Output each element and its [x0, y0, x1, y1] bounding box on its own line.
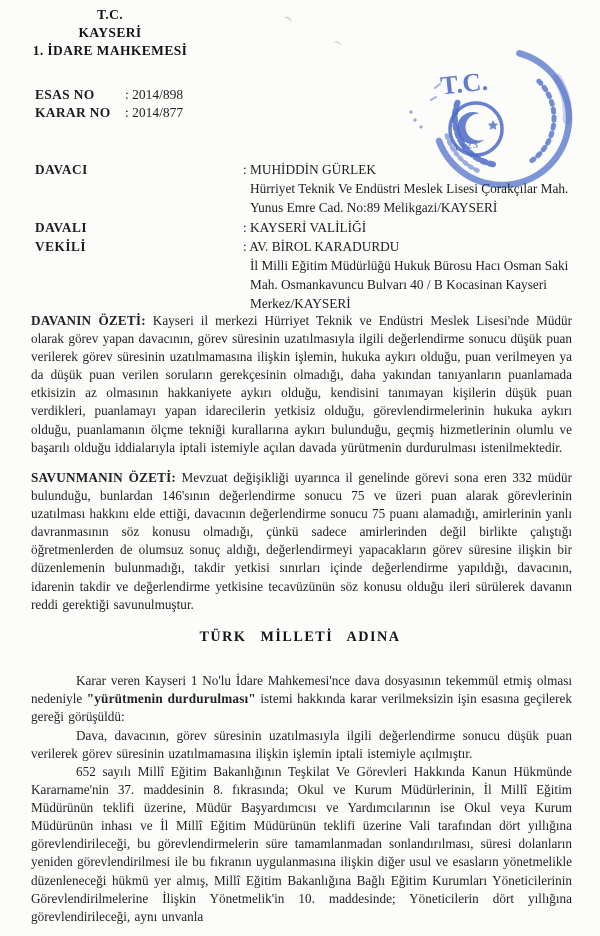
esas-no-row [35, 86, 183, 104]
davaci-address-2: Yunus Emre Cad. No:89 Melikgazi/KAYSERİ [250, 200, 498, 216]
davanin-ozeti-text: Kayseri il merkezi Hürriyet Teknik ve Endüstri Meslek Lisesi'nde Müdür olarak görev yapan davacının, görev süresinin uzatılmasıyla ilgili değerlendirme sonucu düşük puan verilerek görev süresinin uzatılmamasına ilişkin işlemin, hukuka aykırı olduğu, puan verilmeyen ya da düşük puan verilen soruların gerekçesinin olmadığı, daha yakından tanıyanların puanlamada etkisizin az olmasının hakkaniyete aykırı olduğu, kendisini tanımayan kişilerin düşük puan verdikleri, puanlamayı yapan idarecilerin yetkisiz olduğu, görevlendirmelerinin hukuka aykırı olduğu, puanlamanın ölçme tekniği kurallarına aykırı bulunduğu, geçmiş hizmetlerinin olumlu ve başarılı olduğu iddialarıyla iptali istemiyle açılan davada yürütmenin durdurulması istenilmektedir. [31, 313, 573, 455]
vekili-address-3: Merkez/KAYSERİ [250, 296, 351, 312]
davali-row [35, 218, 583, 237]
parties-section [35, 160, 583, 314]
davali-value: : KAYSERİ VALİLİĞİ [243, 219, 367, 235]
savunmanin-ozeti-label: SAVUNMANIN ÖZETİ: [31, 470, 176, 485]
decision-p1-pre: Karar veren Kayseri 1 No'lu İdare Mahkemesi'nce dava dosyasının tekemmül etmiş olması nedeniyle [31, 673, 572, 707]
decision-paragraph-1 [31, 672, 572, 726]
turk-milleti-adina-heading: TÜRK MİLLETİ ADINA [199, 629, 401, 645]
seal-dot [413, 118, 416, 121]
seal-text-ring-right [532, 81, 554, 160]
seal-tc-text: T.C. [439, 66, 490, 101]
karar-no-value: : 2014/877 [125, 104, 184, 120]
court-header [15, 6, 205, 60]
davali-label: DAVALI [35, 219, 88, 235]
scan-artifact [282, 15, 293, 25]
karar-no-row [35, 104, 183, 122]
seal-stray-marks [431, 84, 440, 100]
esas-no-value: : 2014/898 [125, 87, 184, 102]
case-numbers [35, 86, 183, 121]
savunmanin-ozeti-paragraph [31, 469, 572, 614]
vekili-address-2: Mah. Osmankavuncu Bulvarı 40 / B Kocasinan Kayseri [250, 277, 547, 293]
decision-p1-bold: "yürütmenin durdurulması" [86, 691, 256, 707]
esas-no-label: ESAS NO [35, 87, 95, 102]
vekili-address-1: İl Milli Eğitim Müdürlüğü Hukuk Bürosu Hacı Osman Saki [250, 258, 569, 274]
karar-no-label: KARAR NO [35, 104, 111, 120]
seal-outer-ring-shade [557, 78, 567, 120]
scan-artifact [332, 40, 342, 49]
vekili-value: : AV. BİROL KARADURDU [243, 238, 400, 254]
seal-dot [419, 125, 422, 128]
header-republic: T.C. [96, 7, 124, 22]
davanin-ozeti-label: DAVANIN ÖZETİ: [31, 313, 146, 328]
davaci-value: : MUHİDDİN GÜRLEK [243, 162, 376, 177]
davaci-address-1: Hürriyet Teknik Ve Endüstri Meslek Lisesi Çorakçılar Mah. [250, 181, 569, 197]
savunmanin-ozeti-text: Mevzuat değişikliği uyarınca il genelinde görevi sona eren 332 müdür bulunduğu, bunlardan 146'sının değerlendirme sonucu 75 ve üzeri puan alarak görevlerinin uzatılması hakkını elde ettiği, davacının değerlendirme sonucu 75 puanı alamadığı, amirlerinin yanlı davranmasının söz konusu olmadığı, çünkü sadece amirlerinden değil birlikte çalıştığı öğretmenlerden de olumsuz sonuç aldığı, değerlendirmeyi yapacakların görev süresine ilişkin bir düzenlemenin bulunmadığı, takdir yetkisi sınırları içinde değerlendirme yapıldığı, davacının, idarenin takdir ve değerlendirme yetkisine tecavüzünün söz konusu olduğu ileri sürülerek davanın reddi gerektiği savunulmuştur. [31, 470, 572, 612]
davaci-label: DAVACI [35, 162, 88, 177]
header-court-name: 1. İDARE MAHKEMESİ [32, 43, 188, 58]
davanin-ozeti-paragraph [31, 312, 572, 457]
decision-paragraph-2: Dava, davacının, görev süresinin uzatılmasıyla ilgili değerlendirme sonucu düşük puan verilerek görev süresinin uzatılmamasına ilişkin işlemin iptali istemiyle açılmıştır. [31, 728, 572, 762]
vekili-label: VEKİLİ [35, 238, 87, 254]
header-city: KAYSERİ [78, 25, 142, 40]
vekili-row [35, 237, 583, 256]
seal-year-text: 1923 [453, 139, 481, 154]
decision-paragraph-3: 652 sayılı Millî Eğitim Bakanlığının Teşkilat Ve Görevleri Hakkında Kanun Hükmünde Kararname'nin 37. maddesinin 8. fıkrasında; Okul ve Kurum Müdürlerinin, İl Millî Eğitim Müdürünün teklifi üzerine, Müdür Başyardımcısı ve Yardımcılarının ise Okul veya Kurum Müdürünün inhası ve İl Millî Eğitim Müdürünün teklifi üzerine Vali tarafından dört yıllığına görevlendirileceği, bu görevlendirmelerin süre tamamlanmadan sonlandırılması, süresi dolanların yeniden görevlendirilmesi ile bu fıkranın uygulanmasına ilişkin diğer usul ve esasların yönetmelikle düzenleneceği hükmü yer almış, Millî Eğitim Bakanlığına Bağlı Eğitim Kurumları Yöneticilerinin Görevlendirilmelerine İlişkin Yönetmelik'in 10. maddesinde; Yöneticilerin dört yıllığına görevlendirileceği, aynı unvanla [31, 764, 572, 924]
crescent-cutout [466, 114, 493, 141]
davaci-row [35, 160, 583, 179]
decision-p1-post: istemi hakkında karar verilmeksizin işin esasına geçilerek gereği görüşüldü: [31, 691, 572, 725]
seal-dot [409, 110, 412, 113]
